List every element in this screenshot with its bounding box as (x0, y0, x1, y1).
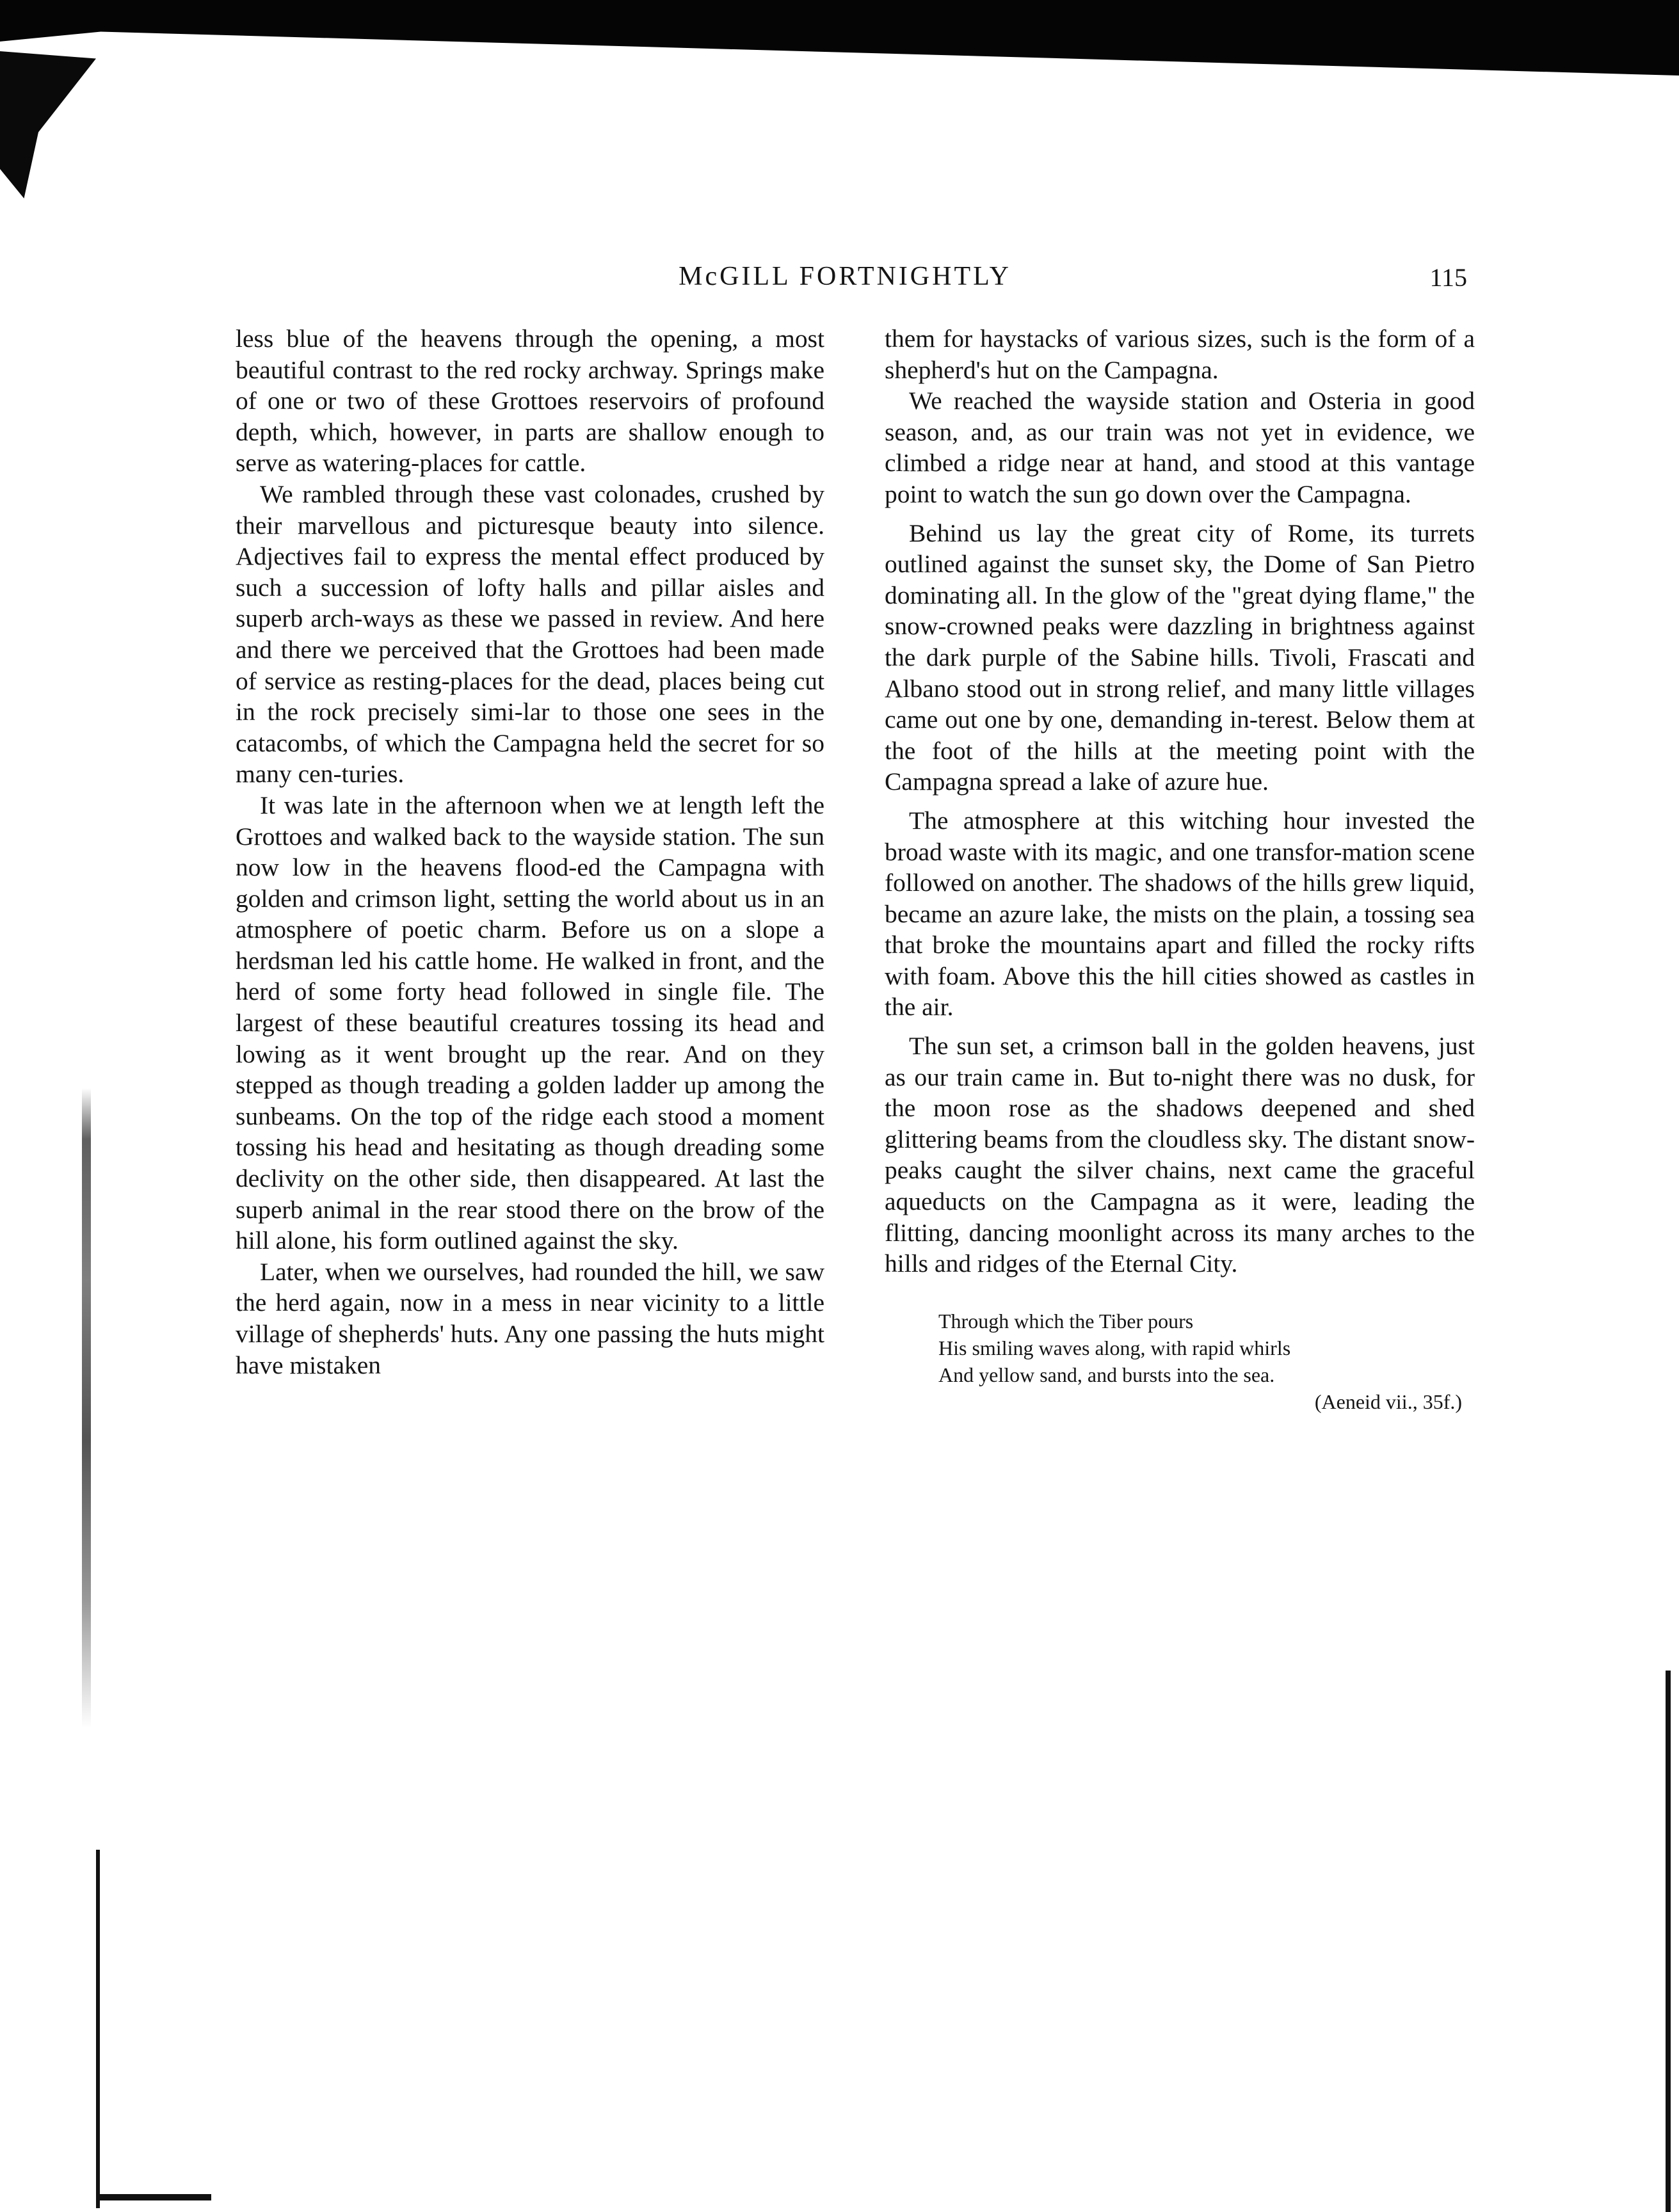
scan-border-top (0, 0, 1679, 76)
verse-quote (938, 1308, 1475, 1415)
page-number: 115 (1429, 263, 1467, 292)
scan-edge-left (82, 1088, 91, 1728)
left-column (236, 323, 824, 1381)
quote-line: His smiling waves along, with rapid whirls (938, 1336, 1291, 1359)
running-title: McGILL FORTNIGHTLY (679, 262, 1011, 291)
scan-edge-bottom-left (96, 1850, 100, 2208)
paragraph: It was late in the afternoon when we at length left the Grottoes and walked back to the wayside station. The sun now low in the heavens flood-ed the Campagna with golden and crimson light, setting the world about us in an atmosphere of poetic charm. Before us on a slope a herdsman led his cattle home. He walked in front, and the herd of some forty head followed in single file. The largest of these beautiful creatures tossing its head and lowing as it went brought up the rear. And on they stepped as though treading a golden ladder up among the sunbeams. On the top of the ridge each stood a moment tossing his head and hesitating as though dreading some declivity on the other side, then disappeared. At last the superb animal in the rear stood there on the brow of the hill alone, his form outlined against the sky. (236, 790, 824, 1255)
paragraph: The sun set, a crimson ball in the golden heavens, just as our train came in. But to-night there was no dusk, for the moon rose as the shadows deepened and shed glittering beams from the cloudless sky. The distant snow-peaks caught the silver chains, next came the graceful aqueducts on the Campagna as it were, leading the flitting, dancing moonlight across its many arches to the hills and ridges of the Eternal City. (885, 1032, 1475, 1278)
quote-citation: (Aeneid vii., 35f.) (1314, 1390, 1462, 1413)
paragraph: less blue of the heavens through the opening, a most beautiful contrast to the red rocky archway. Springs make of one or two of these Grottoes reservoirs of profound depth, which, however, in parts are shallow enough to serve as watering-places for cattle. (236, 325, 824, 477)
scan-edge-bottom (96, 2194, 211, 2200)
page-header (230, 261, 1467, 312)
scan-edge-right (1666, 1671, 1671, 2212)
paragraph: Later, when we ourselves, had rounded the hill, we saw the herd again, now in a mess in near vicinity to a little village of shepherds' huts. Any one passing the huts might have mistaken (236, 1257, 824, 1379)
paragraph: The atmosphere at this witching hour invested the broad waste with its magic, and one transfor-mation scene followed on another. The shadows of the hills grew liquid, became an azure lake, the mists on the plain, a tossing sea that broke the mountains apart and filled the rocky rifts with foam. Above this the hill cities showed as castles in the air. (885, 806, 1475, 1022)
quote-line: Through which the Tiber pours (938, 1309, 1194, 1333)
right-column (885, 323, 1475, 1415)
paragraph: Behind us lay the great city of Rome, its turrets outlined against the sunset sky, the Dome of San Pietro dominating all. In the glow of the "great dying flame," the snow-crowned peaks were dazzling in brightness against the dark purple of the Sabine hills. Tivoli, Frascati and Albano stood out in strong relief, and many little villages came out one by one, demanding in-terest. Below them at the foot of the hills at the meeting point with the Campagna spread a lake of azure hue. (885, 518, 1475, 796)
paragraph: We rambled through these vast colonades, crushed by their marvellous and picturesque beauty into silence. Adjectives fail to express the mental effect produced by such a succession of lofty halls and pillar aisles and superb arch-ways as these we passed in review. And here and there we perceived that the Grottoes had been made of service as resting-places for the dead, places being cut in the rock precisely simi-lar to those one sees in the catacombs, of which the Campagna held the secret for so many cen-turies. (236, 479, 824, 789)
quote-line: And yellow sand, and bursts into the sea. (938, 1363, 1275, 1386)
paragraph: We reached the wayside station and Osteria in good season, and, as our train was not yet in evidence, we climbed a ridge near at hand, and stood at this vantage point to watch the sun go down over the Campagna. (885, 387, 1475, 508)
scan-smudge (0, 51, 96, 198)
paragraph: them for haystacks of various sizes, such is the form of a shepherd's hut on the Campagna. (885, 325, 1475, 384)
